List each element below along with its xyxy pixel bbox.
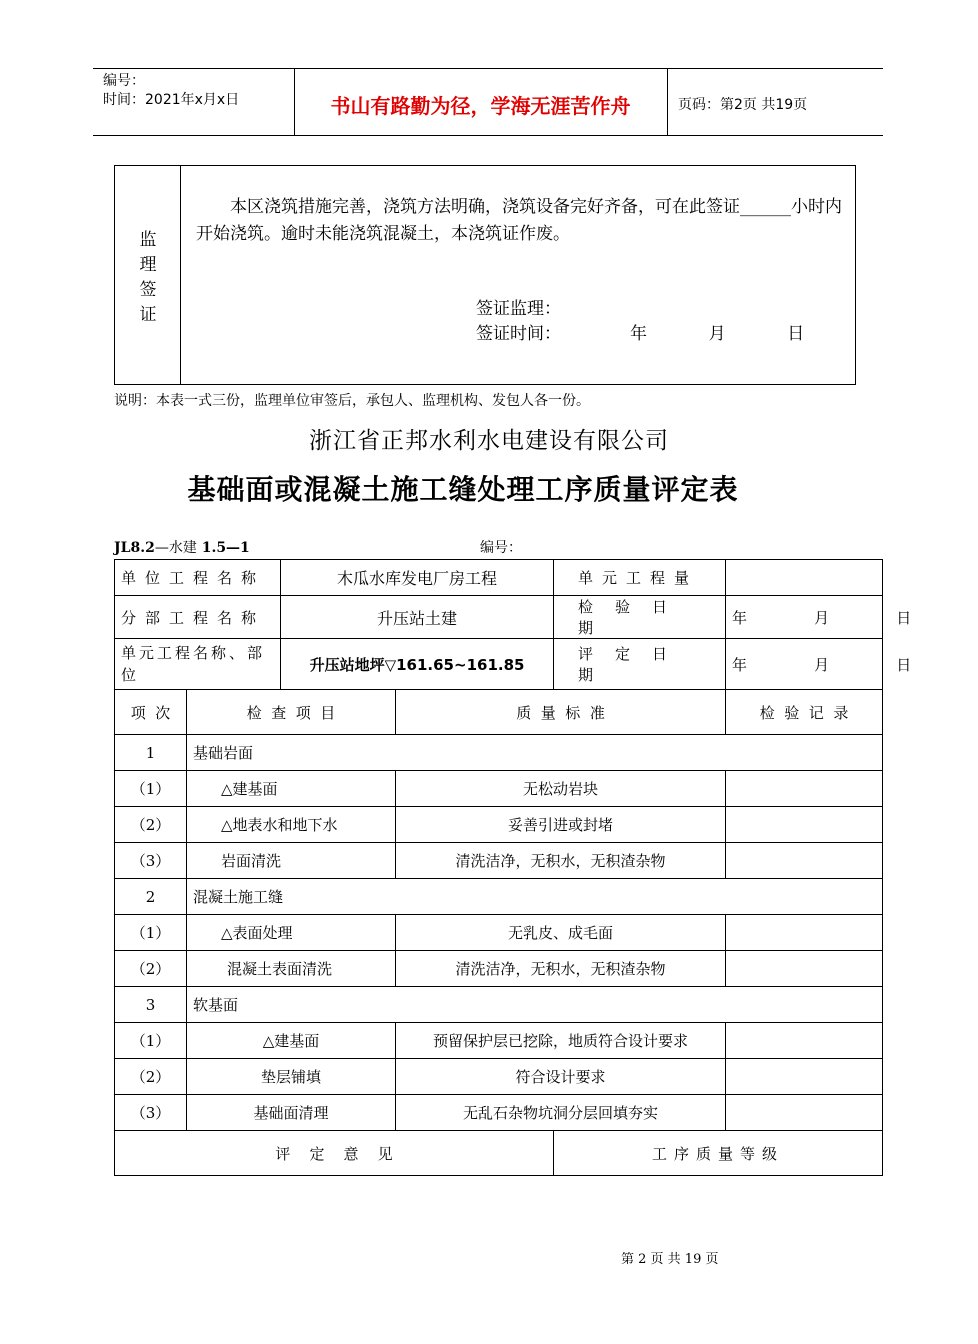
table-row: [115, 1059, 883, 1095]
form-serial-label: 编号：: [480, 540, 522, 556]
section-row: [115, 987, 883, 1023]
form-code-c: 1.5—1: [196, 540, 250, 556]
table-row: [115, 915, 883, 951]
section-row: [115, 879, 883, 915]
row-standard: 妥善引进或封堵: [396, 807, 726, 843]
row-record[interactable]: [726, 843, 883, 879]
row-record[interactable]: [726, 1095, 883, 1131]
supervisor-statement: 本区浇筑措施完善，浇筑方法明确，浇筑设备完好齐备，可在此签证______小时内开始浇筑。逾时未能浇筑混凝土，本浇筑证作废。: [196, 197, 842, 244]
row-item: △表面处理: [187, 915, 396, 951]
table-row: [115, 843, 883, 879]
row-no: （3）: [115, 843, 187, 879]
row-item: △建基面: [187, 771, 396, 807]
col-check-item: 检 查 项 目: [187, 690, 396, 735]
row-no: （2）: [115, 951, 187, 987]
row-no: 1: [115, 735, 187, 771]
row-no: （1）: [115, 915, 187, 951]
header-time: 时间：2021年x月x日: [103, 92, 240, 108]
row-item: △建基面: [187, 1023, 396, 1059]
supervisor-label-char: 理: [139, 255, 157, 275]
row-no: 2: [115, 879, 187, 915]
section-row: [115, 735, 883, 771]
note-text: 说明：本表一式三份，监理单位审签后，承包人、监理机构、发包人各一份。: [114, 393, 590, 409]
supervisor-label: [136, 228, 160, 328]
header-page-number: 页码：第2页 共19页: [678, 97, 808, 113]
section-title: 软基面: [187, 987, 883, 1023]
footer-page-number: 第 2 页 共 19 页: [621, 1252, 719, 1267]
supervisor-date: 年 月 日: [630, 324, 805, 344]
row-standard: 无乱石杂物坑洞分层回填夯实: [396, 1095, 726, 1131]
header-motto: 书山有路勤为径，学海无涯苦作舟: [330, 94, 631, 118]
header-divider-right: [667, 68, 668, 135]
col-standard: 质 量 标 准: [396, 690, 726, 735]
supervisor-signature-label: 签证监理：: [476, 299, 561, 319]
unit-project-label: 单位工程名称: [115, 560, 281, 596]
row-no: （1）: [115, 771, 187, 807]
eval-date-value: 年 月 日: [726, 639, 883, 690]
form-code: [114, 537, 250, 557]
row-standard: 无乳皮、成毛面: [396, 915, 726, 951]
row-record[interactable]: [726, 951, 883, 987]
row-no: （2）: [115, 807, 187, 843]
table-row: [115, 1023, 883, 1059]
row-standard: 清洗洁净，无积水，无积渣杂物: [396, 951, 726, 987]
supervisor-label-char: 签: [139, 280, 157, 300]
evaluation-opinion-label: 评 定 意 见: [115, 1131, 554, 1176]
element-value: 升压站地坪▽161.65~161.85: [281, 639, 554, 690]
supervisor-label-char: 监: [139, 230, 157, 250]
form-code-b: —水建: [154, 540, 197, 556]
eval-date-label: 评定日期: [554, 639, 726, 690]
row-no: 3: [115, 987, 187, 1023]
row-standard: 预留保护层已挖除，地质符合设计要求: [396, 1023, 726, 1059]
table-row: [115, 771, 883, 807]
header-top-rule: [93, 68, 883, 69]
table-row: [115, 951, 883, 987]
row-item: 混凝土表面清洗: [187, 951, 396, 987]
row-record[interactable]: [726, 1059, 883, 1095]
row-item: △地表水和地下水: [187, 807, 396, 843]
row-standard: 符合设计要求: [396, 1059, 726, 1095]
inspect-date-value: 年 月 日: [726, 596, 883, 639]
supervisor-time-label: 签证时间：: [476, 324, 561, 344]
info-row: [115, 639, 883, 690]
unit-quantity-label: 单元工程量: [554, 560, 726, 596]
table-row: [115, 807, 883, 843]
col-item-no: 项 次: [115, 690, 187, 735]
division-value: 升压站土建: [281, 596, 554, 639]
row-record[interactable]: [726, 1023, 883, 1059]
row-item: 基础面清理: [187, 1095, 396, 1131]
row-no: （3）: [115, 1095, 187, 1131]
section-title: 混凝土施工缝: [187, 879, 883, 915]
process-grade-label: 工序质量等级: [554, 1131, 883, 1176]
unit-quantity-value: [726, 560, 883, 596]
unit-project-value: 木瓜水库发电厂房工程: [281, 560, 554, 596]
info-row: [115, 560, 883, 596]
header-meta: [103, 72, 239, 110]
supervisor-label-char: 证: [139, 305, 157, 325]
column-header-row: [115, 690, 883, 735]
inspect-date-label: 检验日期: [554, 596, 726, 639]
evaluation-table: [114, 559, 912, 1176]
section-title: 基础岩面: [187, 735, 883, 771]
row-record[interactable]: [726, 771, 883, 807]
header-serial: 编号：: [103, 73, 145, 89]
row-item: 垫层铺填: [187, 1059, 396, 1095]
table-row: [115, 1095, 883, 1131]
info-row: [115, 596, 883, 639]
row-record[interactable]: [726, 915, 883, 951]
header-bottom-rule: [93, 135, 883, 136]
row-item: 岩面清洗: [187, 843, 396, 879]
form-title: 基础面或混凝土施工缝处理工序质量评定表: [187, 473, 739, 506]
row-record[interactable]: [726, 807, 883, 843]
division-label: 分部工程名称: [115, 596, 281, 639]
col-record: 检 验 记 录: [726, 690, 883, 735]
row-standard: 清洗洁净，无积水，无积渣杂物: [396, 843, 726, 879]
company-name: 浙江省正邦水利水电建设有限公司: [309, 428, 669, 454]
supervisor-divider: [180, 165, 181, 385]
row-standard: 无松动岩块: [396, 771, 726, 807]
row-no: （1）: [115, 1023, 187, 1059]
form-code-a: JL8.2: [114, 540, 155, 556]
element-label: 单元工程名称、部位: [115, 639, 281, 690]
row-no: （2）: [115, 1059, 187, 1095]
evaluation-row: [115, 1131, 883, 1176]
